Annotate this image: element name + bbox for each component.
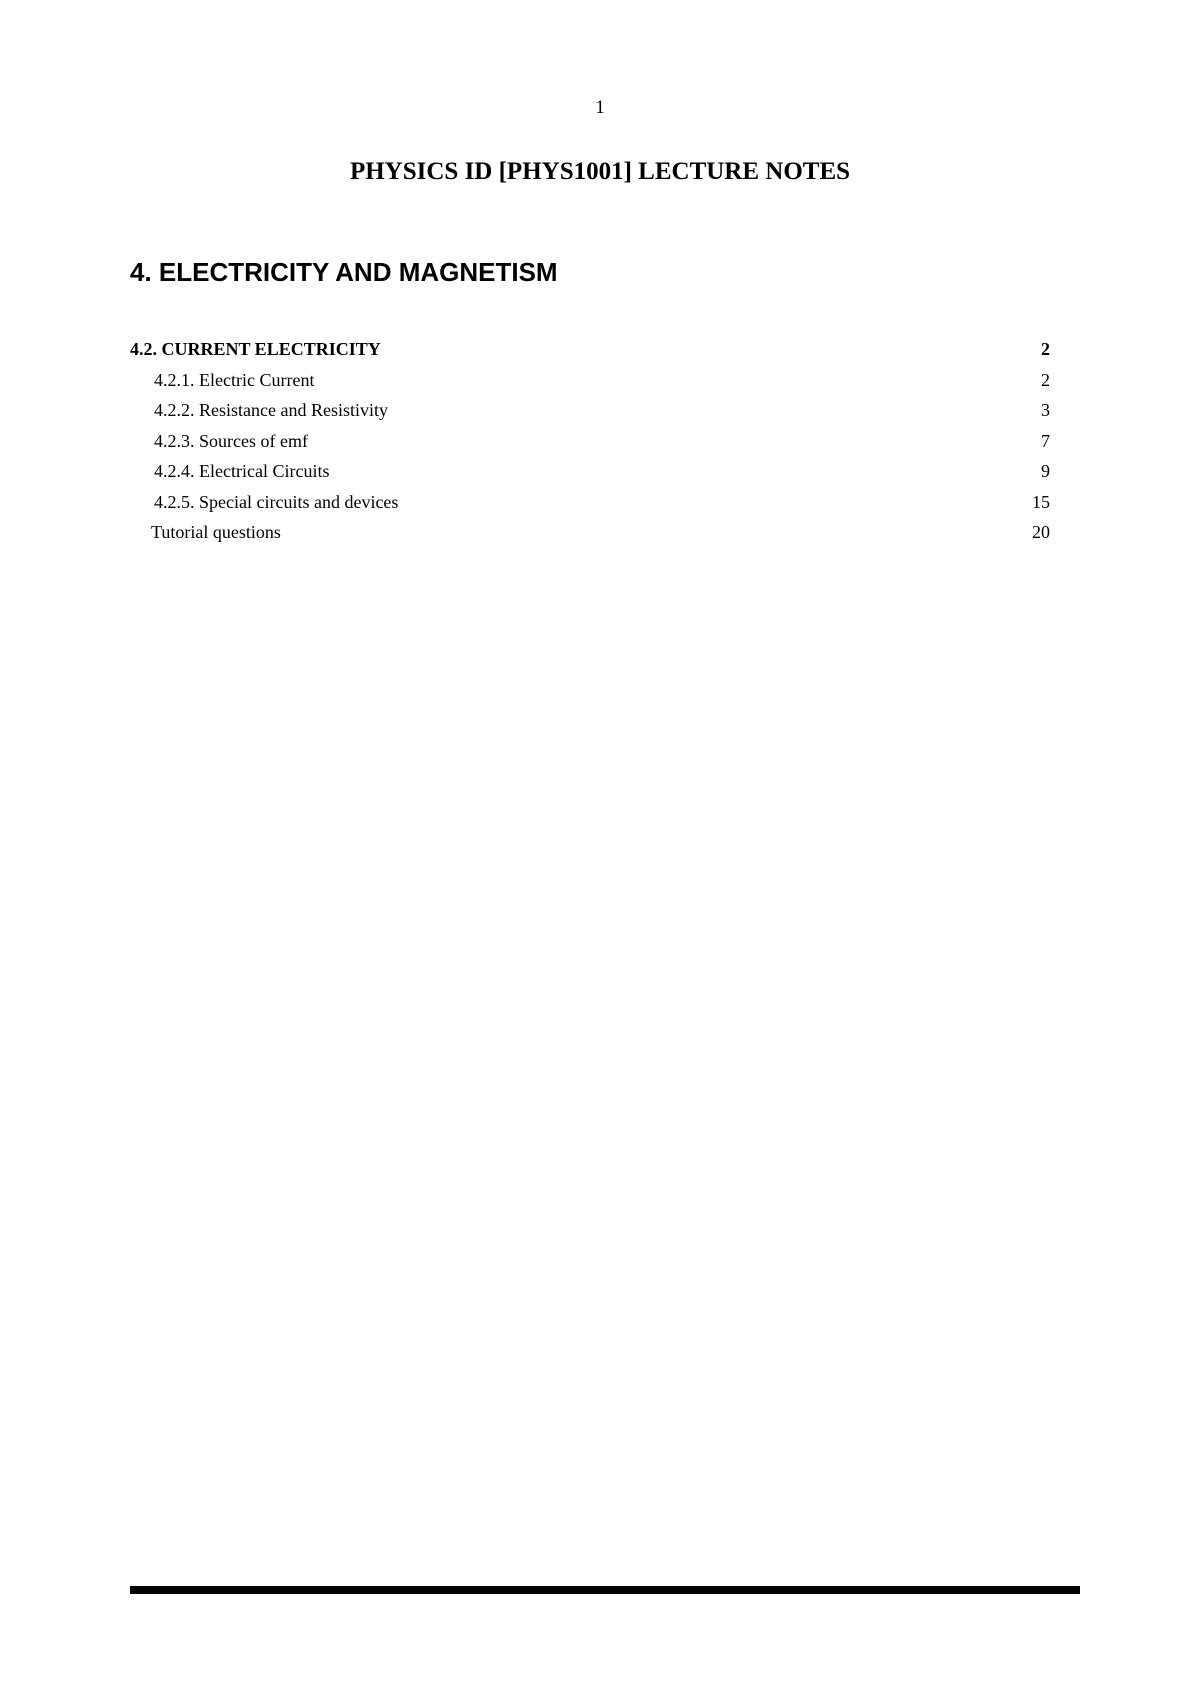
- toc-tutorial-row[interactable]: [130, 517, 1050, 548]
- toc-entry-row[interactable]: [130, 426, 1050, 457]
- toc-entry-label: 4.2.3. Sources of emf: [154, 430, 308, 451]
- toc-tutorial-page: 20: [1032, 522, 1050, 542]
- toc-entry-page: 2: [1041, 369, 1050, 390]
- toc-entry-label: 4.2.1. Electric Current: [154, 369, 315, 390]
- toc-entry-page: 3: [1041, 400, 1050, 420]
- toc-tutorial-label: Tutorial questions: [151, 522, 281, 542]
- toc-section-row[interactable]: [130, 334, 1050, 365]
- toc-entry-row[interactable]: [130, 456, 1050, 487]
- toc-entry-label: 4.2.5. Special circuits and devices: [154, 491, 399, 512]
- toc-entry-row[interactable]: [130, 395, 1050, 426]
- toc-entry-label: 4.2.2. Resistance and Resistivity: [154, 400, 388, 420]
- toc-entry-page: 7: [1041, 430, 1050, 451]
- toc-section-label: 4.2. CURRENT ELECTRICITY: [130, 339, 381, 359]
- footer-rule: [130, 1586, 1080, 1594]
- document-title: PHYSICS ID [PHYS1001] LECTURE NOTES: [349, 158, 851, 185]
- toc-entry-page: 15: [1032, 491, 1050, 512]
- toc-entry-row[interactable]: [130, 487, 1050, 518]
- table-of-contents: [130, 334, 1050, 548]
- chapter-heading: 4. ELECTRICITY AND MAGNETISM: [130, 257, 558, 287]
- page-number: 1: [595, 97, 605, 118]
- toc-entry-row[interactable]: [130, 365, 1050, 396]
- toc-section-page: 2: [1041, 339, 1050, 359]
- toc-entry-label: 4.2.4. Electrical Circuits: [154, 461, 330, 481]
- toc-entry-page: 9: [1041, 461, 1050, 481]
